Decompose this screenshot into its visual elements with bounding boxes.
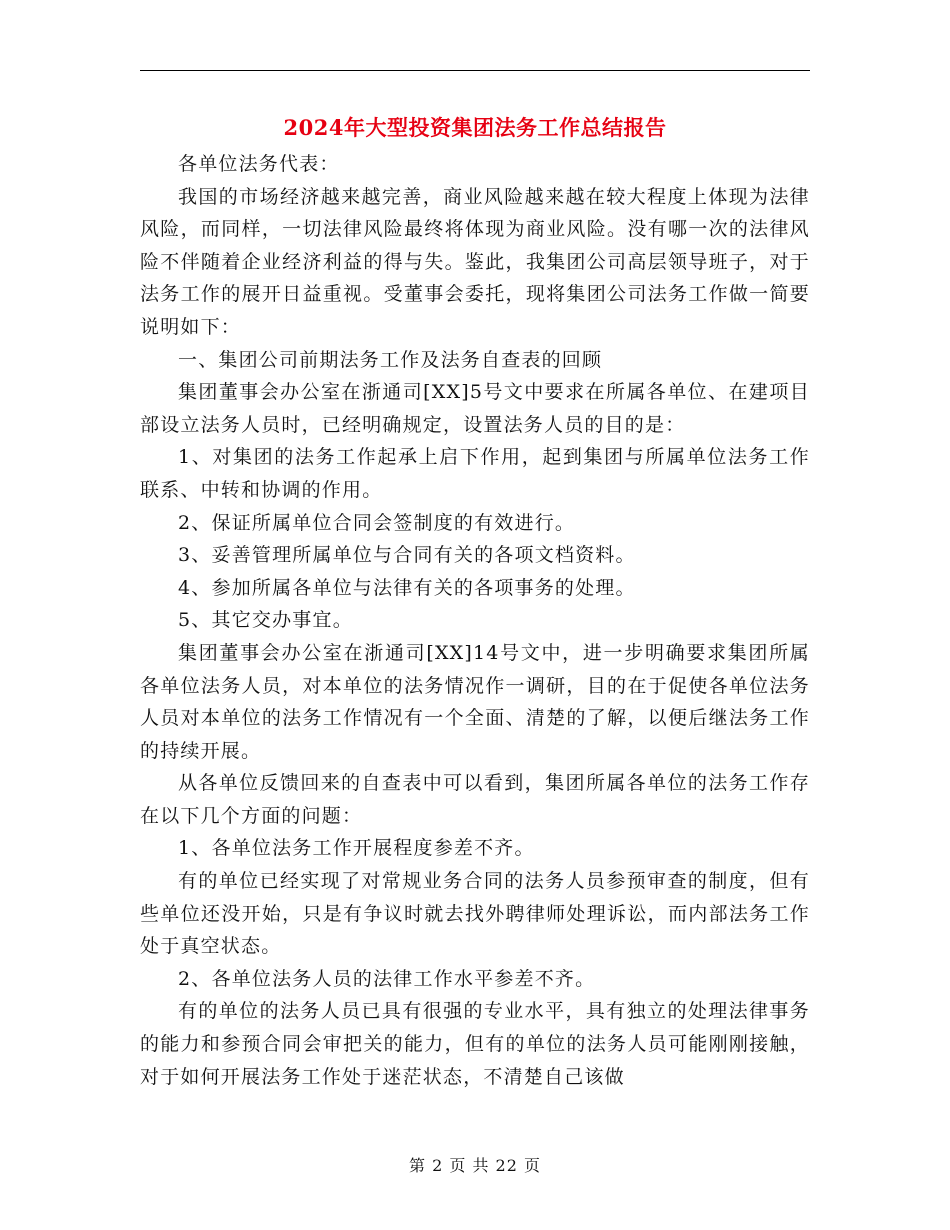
paragraph: 我国的市场经济越来越完善，商业风险越来越在较大程度上体现为法律风险，而同样，一切法律风险最终将体现为商业风险。没有哪一次的法律风险不伴随着企业经济利益的得与失。鉴此，我集团公司高层领导班子，对于法务工作的展开日益重视。受董事会委托，现将集团公司法务工作做一简要说明如下： xyxy=(140,185,810,338)
list-item: 3、妥善管理所属单位与合同有关的各项文档资料。 xyxy=(178,544,636,567)
document-body xyxy=(140,148,810,1093)
list-item: 1、各单位法务工作开展程度参差不齐。 xyxy=(178,837,535,860)
paragraph: 有的单位的法务人员已具有很强的专业水平，具有独立的处理法律事务的能力和参预合同会审把关的能力，但有的单位的法务人员可能刚刚接触，对于如何开展法务工作处于迷茫状态，不清楚自己该做 xyxy=(140,1000,810,1088)
list-item: 1、对集团的法务工作起承上启下作用，起到集团与所属单位法务工作联系、中转和协调的作用。 xyxy=(140,446,810,501)
paragraph: 集团董事会办公室在浙通司[XX]14号文中，进一步明确要求集团所属各单位法务人员，对本单位的法务情况作一调研，目的在于促使各单位法务人员对本单位的法务工作情况有一个全面、清楚的了解，以便后继法务工作的持续开展。 xyxy=(140,641,810,762)
list-item: 2、各单位法务人员的法律工作水平参差不齐。 xyxy=(178,967,596,990)
paragraph: 有的单位已经实现了对常规业务合同的法务人员参预审查的制度，但有些单位还没开始，只是有争议时就去找外聘律师处理诉讼，而内部法务工作处于真空状态。 xyxy=(140,870,810,958)
section-heading: 一、集团公司前期法务工作及法务自查表的回顾 xyxy=(178,348,603,371)
list-item: 5、其它交办事宜。 xyxy=(178,609,353,632)
page-footer xyxy=(0,1153,950,1176)
list-item: 2、保证所属单位合同会签制度的有效进行。 xyxy=(178,511,576,534)
list-item: 4、参加所属各单位与法律有关的各项事务的处理。 xyxy=(178,576,636,599)
paragraph: 从各单位反馈回来的自查表中可以看到，集团所属各单位的法务工作存在以下几个方面的问题： xyxy=(140,772,810,827)
header-rule xyxy=(140,70,810,71)
document-title: 2024年大型投资集团法务工作总结报告 xyxy=(283,115,667,140)
page-number-label: 第 2 页 共 22 页 xyxy=(409,1156,541,1175)
salutation: 各单位法务代表： xyxy=(178,153,340,175)
paragraph: 集团董事会办公室在浙通司[XX]5号文中要求在所属各单位、在建项目部设立法务人员时，已经明确规定，设置法务人员的目的是： xyxy=(140,381,810,436)
